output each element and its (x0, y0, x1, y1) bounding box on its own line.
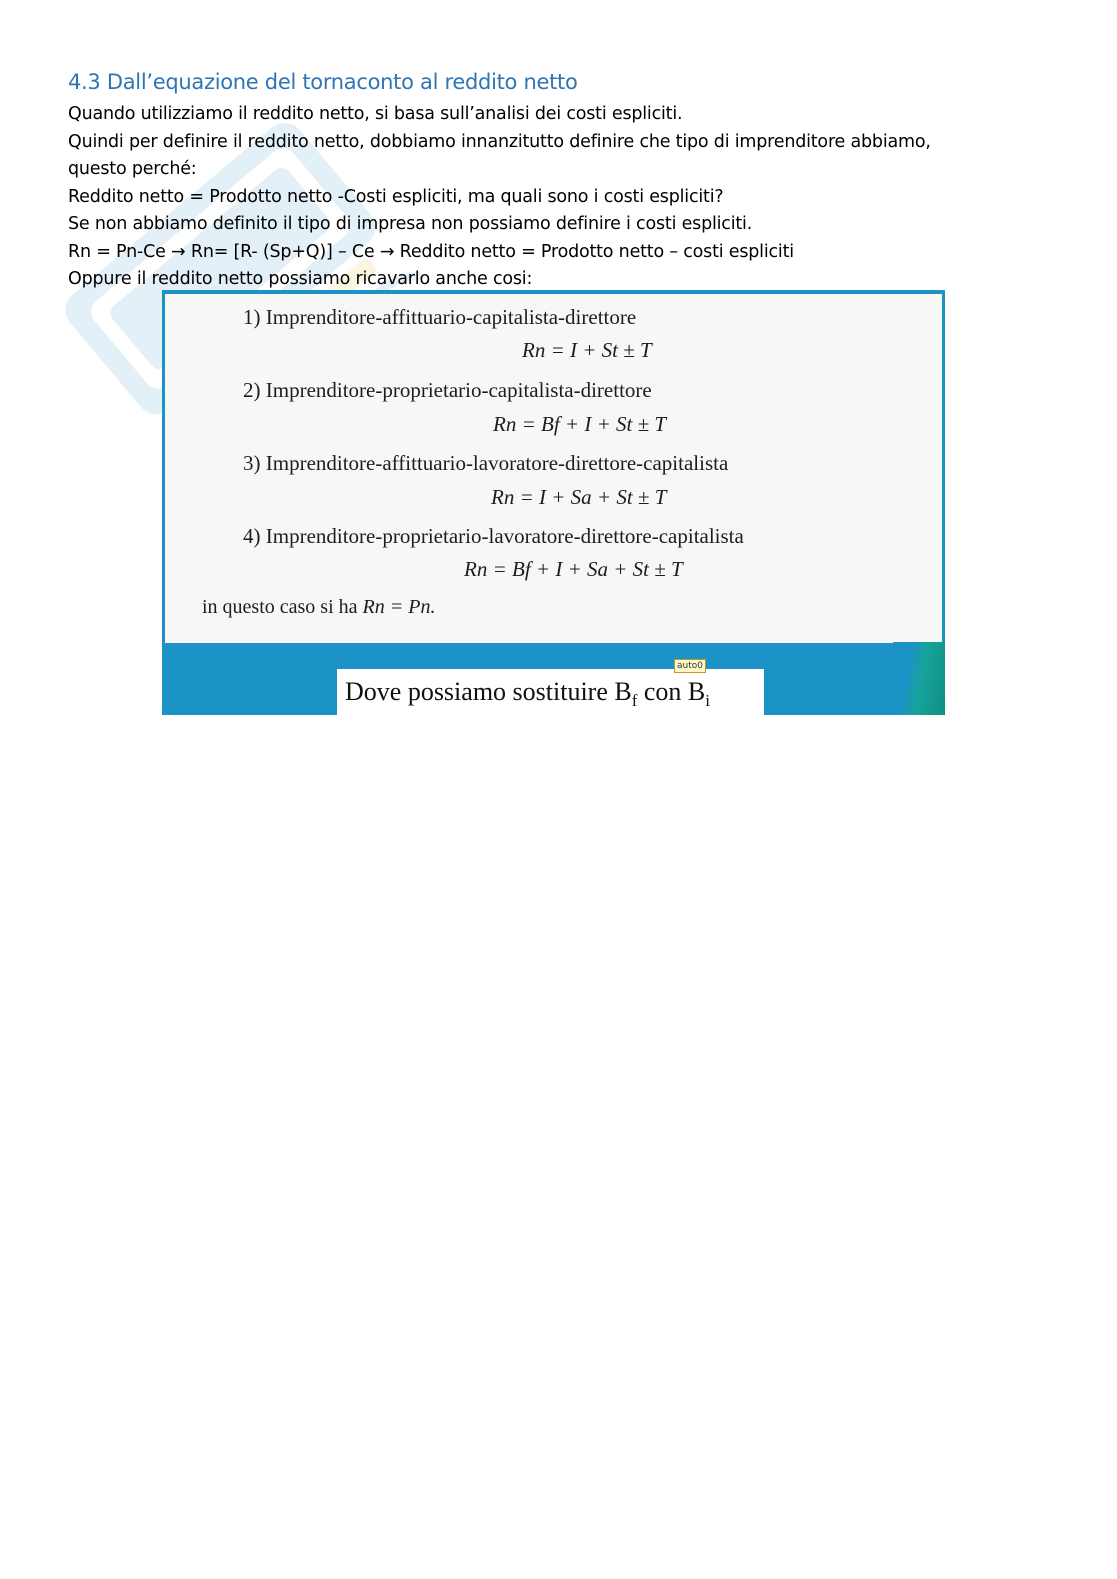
entrepreneur-type-4: 4) Imprenditore-proprietario-lavoratore-direttore-capitalista (243, 524, 744, 548)
paragraph: Quando utilizziamo il reddito netto, si basa sull’analisi dei costi espliciti. (68, 104, 683, 124)
formula-1: Rn = I + St ± T (522, 338, 652, 362)
paragraph: Oppure il reddito netto possiamo ricavarlo anche cosi: (68, 269, 533, 289)
body-text (68, 101, 1048, 294)
paragraph: questo perché: (68, 159, 197, 179)
caption-subscript-f: f (631, 691, 638, 711)
formula-line: Rn = Pn-Ce → Rn= [R- (Sp+Q)] – Ce → Reddito netto = Prodotto netto – costi espliciti (68, 241, 794, 262)
formula-2: Rn = Bf + I + St ± T (493, 412, 667, 436)
note-formula: Rn = Pn. (362, 596, 436, 618)
caption-mid: con B (637, 677, 706, 706)
paragraph: Se non abbiamo definito il tipo di impresa non possiamo definire i costi espliciti. (68, 214, 753, 234)
paragraph: Reddito netto = Prodotto netto -Costi espliciti, ma quali sono i costi espliciti? (68, 186, 724, 207)
section-heading: 4.3 Dall’equazione del tornaconto al reddito netto (68, 70, 578, 94)
caption-text: Dove possiamo sostituire B (345, 677, 632, 706)
formula-figure (162, 290, 945, 715)
teal-accent (893, 642, 945, 715)
auto-tag: auto0 (674, 659, 706, 673)
formula-3: Rn = I + Sa + St ± T (491, 485, 667, 509)
entrepreneur-type-1: 1) Imprenditore-affittuario-capitalista-direttore (243, 305, 637, 329)
slide-caption (337, 669, 764, 715)
formula-4: Rn = Bf + I + Sa + St ± T (464, 557, 683, 581)
figure-note (202, 596, 435, 619)
caption-subscript-i: i (705, 691, 711, 711)
note-text: in questo caso si ha (202, 596, 363, 618)
figure-scan (165, 294, 942, 643)
entrepreneur-type-2: 2) Imprenditore-proprietario-capitalista-direttore (243, 378, 652, 402)
paragraph: Quindi per definire il reddito netto, dobbiamo innanzitutto definire che tipo di imprenditore abbiamo, (68, 131, 931, 152)
entrepreneur-type-3: 3) Imprenditore-affittuario-lavoratore-direttore-capitalista (243, 451, 729, 475)
